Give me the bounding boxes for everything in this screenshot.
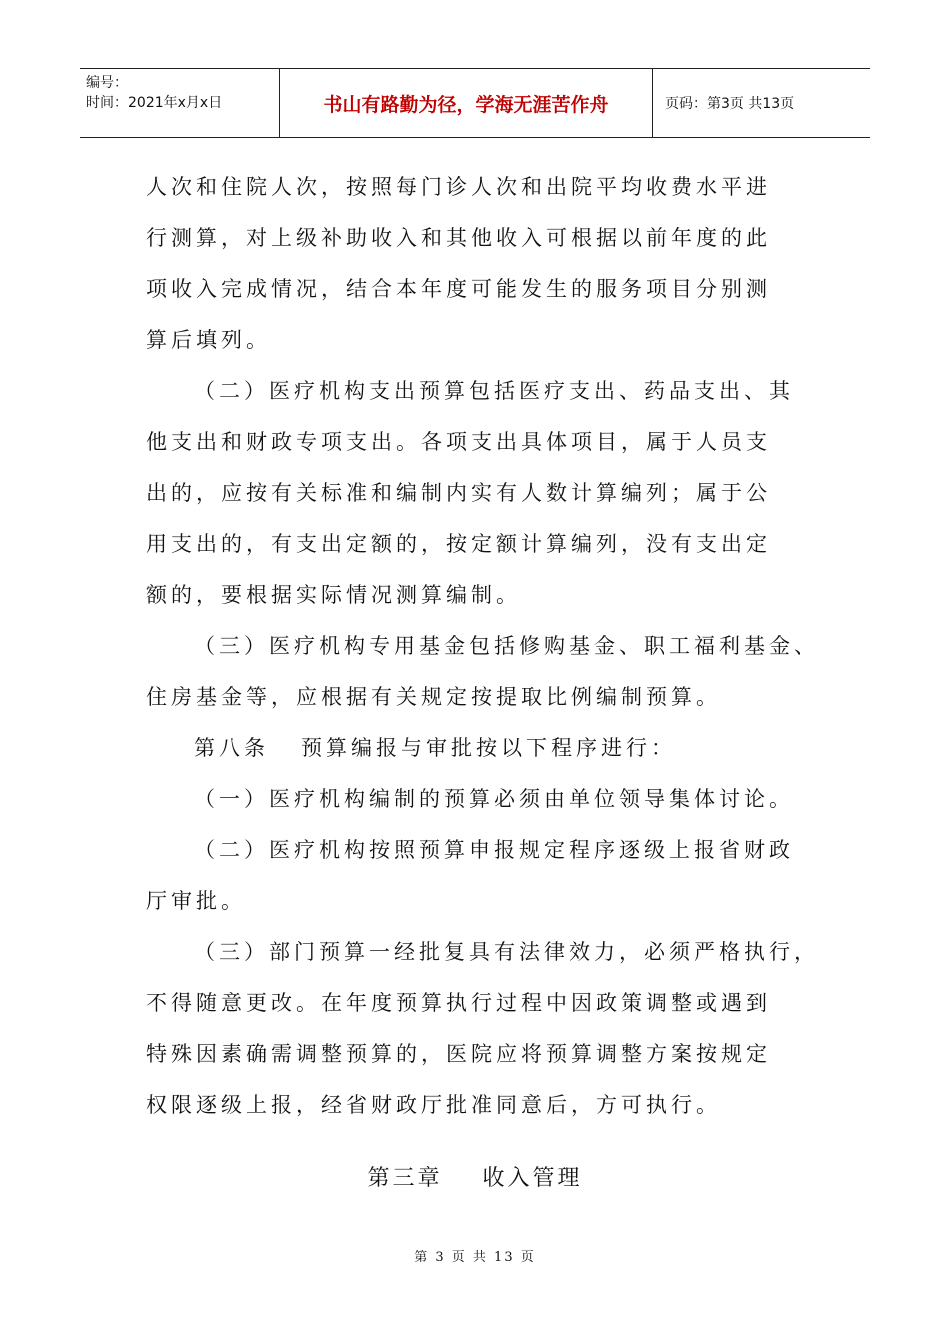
body-line: 厅审批。 <box>146 889 246 913</box>
page-header <box>80 68 870 138</box>
body-line: 额的，要根据实际情况测算编制。 <box>146 583 521 607</box>
body-line: 行测算，对上级补助收入和其他收入可根据以前年度的此 <box>146 226 771 250</box>
header-page-number: 页码：第3页 共13页 <box>665 96 795 112</box>
body-line: 算后填列。 <box>146 328 271 352</box>
body-line: 特殊因素确需调整预算的，医院应将预算调整方案按规定 <box>146 1042 771 1066</box>
body-line: 住房基金等，应根据有关规定按提取比例编制预算。 <box>146 685 721 709</box>
body-line: 不得随意更改。在年度预算执行过程中因政策调整或遇到 <box>146 991 771 1015</box>
body-line: 他支出和财政专项支出。各项支出具体项目，属于人员支 <box>146 430 771 454</box>
body-line: 权限逐级上报，经省财政厅批准同意后，方可执行。 <box>146 1093 721 1117</box>
chapter-heading: 第三章 收入管理 <box>367 1166 583 1191</box>
body-line: （三）医疗机构专用基金包括修购基金、职工福利基金、 <box>194 634 819 658</box>
body-line: （一）医疗机构编制的预算必须由单位领导集体讨论。 <box>194 787 794 811</box>
body-line: （二）医疗机构支出预算包括医疗支出、药品支出、其 <box>194 379 794 403</box>
page-footer: 第 3 页 共 13 页 <box>414 1250 536 1265</box>
body-line: 出的，应按有关标准和编制内实有人数计算编列；属于公 <box>146 481 771 505</box>
body-line: （三）部门预算一经批复具有法律效力，必须严格执行， <box>194 940 819 964</box>
document-number-label: 编号： <box>86 75 128 91</box>
article-heading: 第八条 预算编报与审批按以下程序进行： <box>194 736 677 760</box>
header-meta <box>80 69 280 137</box>
document-date-label: 时间：2021年x月x日 <box>86 95 223 111</box>
body-line: 项收入完成情况，结合本年度可能发生的服务项目分别测 <box>146 277 771 301</box>
body-line: （二）医疗机构按照预算申报规定程序逐级上报省财政 <box>194 838 794 862</box>
body-line: 用支出的，有支出定额的，按定额计算编列，没有支出定 <box>146 532 771 556</box>
header-motto: 书山有路勤为径，学海无涯苦作舟 <box>280 69 653 137</box>
document-body <box>146 162 826 1131</box>
body-line: 人次和住院人次，按照每门诊人次和出院平均收费水平进 <box>146 175 771 199</box>
